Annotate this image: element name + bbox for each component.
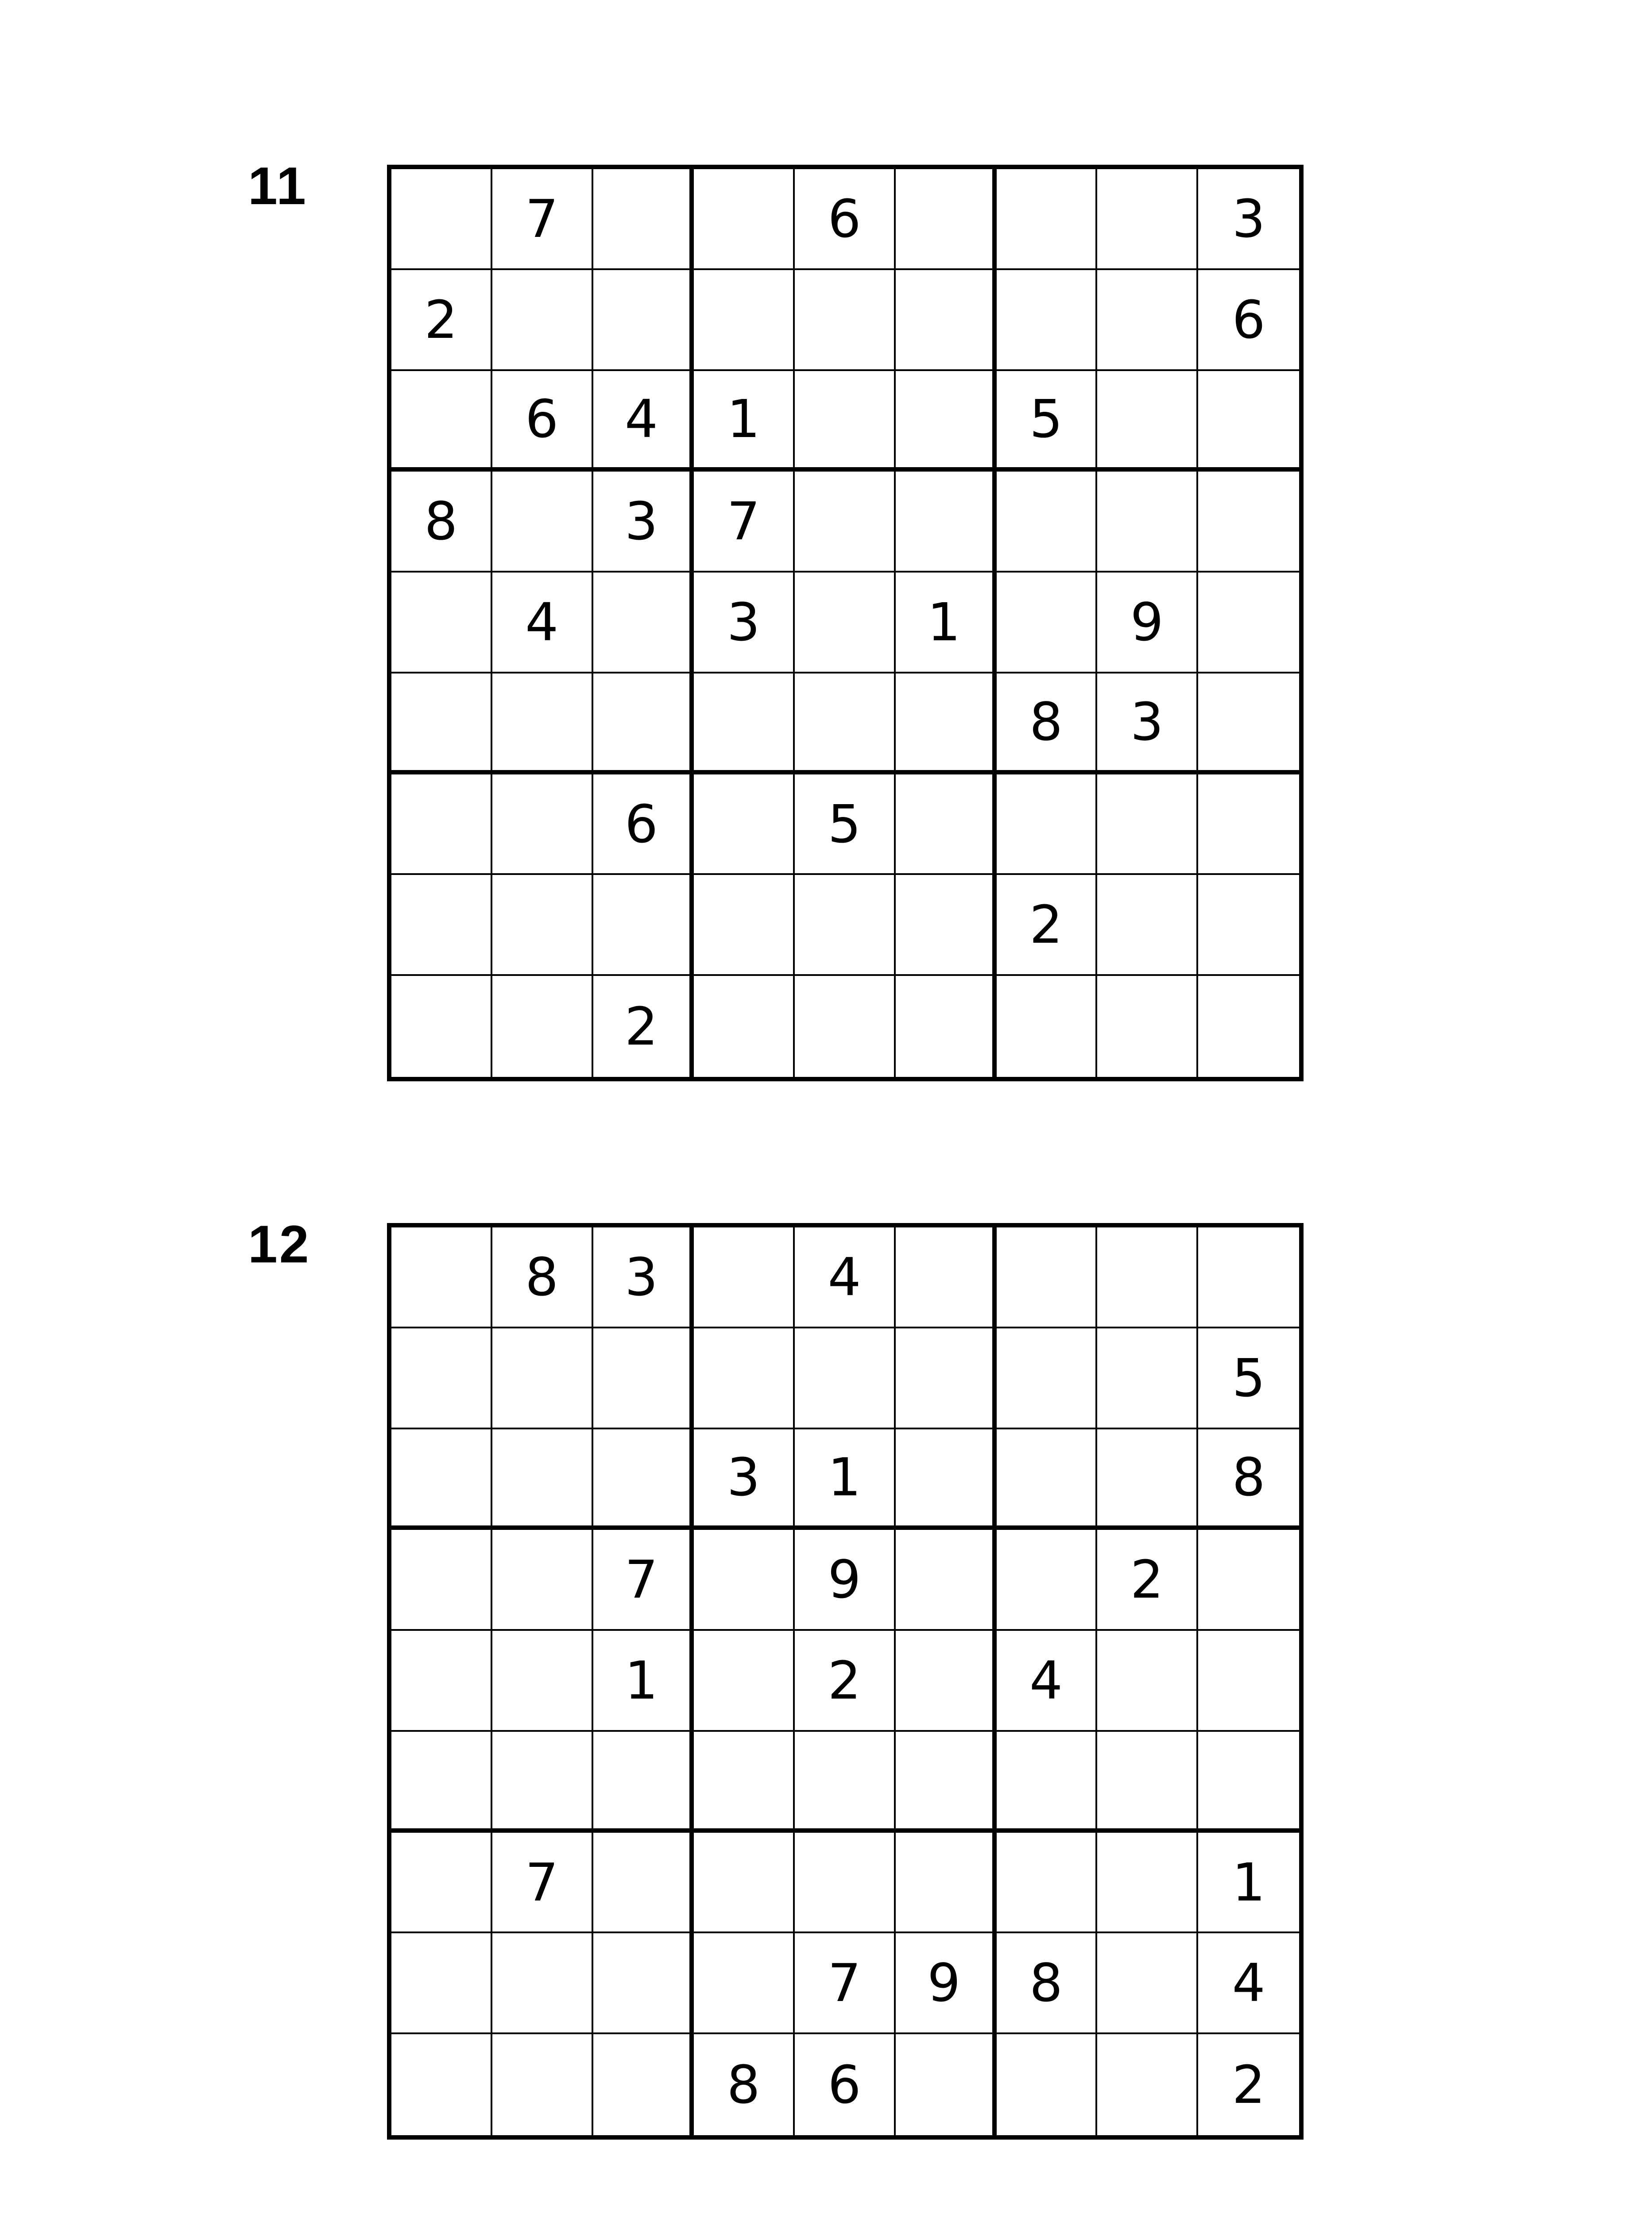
sudoku-cell[interactable] [795,1732,896,1833]
sudoku-cell[interactable] [593,1933,694,2034]
sudoku-grid [387,1223,1304,2140]
sudoku-cell[interactable] [391,673,492,774]
sudoku-cell[interactable]: 3 [1097,673,1198,774]
sudoku-cell[interactable] [593,169,694,270]
sudoku-cell[interactable]: 9 [795,1530,896,1631]
sudoku-cell[interactable] [1198,1732,1299,1833]
sudoku-cell[interactable] [593,875,694,976]
sudoku-cell[interactable] [997,1530,1098,1631]
sudoku-cell[interactable]: 5 [1198,1328,1299,1429]
sudoku-cell[interactable]: 6 [795,2034,896,2135]
sudoku-cell[interactable]: 4 [795,1227,896,1328]
sudoku-cell[interactable] [492,1429,593,1530]
sudoku-cell[interactable] [896,1429,997,1530]
sudoku-cell[interactable] [1097,1631,1198,1732]
sudoku-cell[interactable] [896,1328,997,1429]
sudoku-cell[interactable] [896,875,997,976]
sudoku-cell[interactable] [896,1227,997,1328]
puzzle-number: 12 [248,1215,311,1274]
sudoku-cell[interactable] [1097,371,1198,472]
sudoku-cell[interactable] [1097,1933,1198,2034]
sudoku-cell[interactable] [391,573,492,673]
sudoku-cell[interactable] [896,1631,997,1732]
sudoku-cell[interactable]: 8 [997,1933,1098,2034]
sudoku-cell[interactable] [492,1530,593,1631]
sudoku-cell[interactable] [997,1833,1098,1934]
sudoku-cell[interactable] [593,573,694,673]
sudoku-grid [387,165,1304,1081]
sudoku-cell[interactable]: 2 [593,976,694,1077]
sudoku-cell[interactable]: 3 [593,472,694,573]
sudoku-cell[interactable] [593,1833,694,1934]
sudoku-cell[interactable]: 1 [694,371,795,472]
sudoku-cell[interactable]: 5 [795,774,896,875]
sudoku-cell[interactable] [1097,270,1198,371]
sudoku-cell[interactable]: 8 [694,2034,795,2135]
sudoku-cell[interactable]: 1 [1198,1833,1299,1934]
sudoku-cell[interactable] [694,270,795,371]
sudoku-cell[interactable] [492,270,593,371]
sudoku-cell[interactable] [1097,1732,1198,1833]
sudoku-cell[interactable]: 4 [1198,1933,1299,2034]
sudoku-cell[interactable]: 8 [492,1227,593,1328]
sudoku-cell[interactable] [1198,1631,1299,1732]
sudoku-cell[interactable] [694,875,795,976]
sudoku-cell[interactable] [997,1227,1098,1328]
sudoku-cell[interactable] [1097,169,1198,270]
sudoku-cell[interactable] [492,1933,593,2034]
sudoku-cell[interactable] [795,270,896,371]
sudoku-cell[interactable] [492,673,593,774]
sudoku-cell[interactable]: 2 [795,1631,896,1732]
sudoku-cell[interactable] [694,1631,795,1732]
sudoku-cell[interactable] [391,1732,492,1833]
sudoku-cell[interactable] [997,169,1098,270]
sudoku-cell[interactable] [694,1833,795,1934]
sudoku-cell[interactable] [896,371,997,472]
sudoku-cell[interactable]: 5 [997,371,1098,472]
sudoku-cell[interactable] [997,774,1098,875]
sudoku-cell[interactable]: 9 [896,1933,997,2034]
sudoku-cell[interactable] [492,875,593,976]
sudoku-cell[interactable] [391,1328,492,1429]
sudoku-cell[interactable]: 4 [593,371,694,472]
sudoku-cell[interactable]: 3 [593,1227,694,1328]
sudoku-cell[interactable]: 8 [1198,1429,1299,1530]
sudoku-cell[interactable] [593,1429,694,1530]
sudoku-cell[interactable] [795,371,896,472]
sudoku-cell[interactable] [1198,774,1299,875]
sudoku-cell[interactable]: 9 [1097,573,1198,673]
sudoku-cell[interactable] [391,1631,492,1732]
sudoku-cell[interactable] [492,472,593,573]
sudoku-cell[interactable] [1097,472,1198,573]
sudoku-cell[interactable]: 6 [492,371,593,472]
sudoku-cell[interactable] [795,875,896,976]
sudoku-cell[interactable] [1097,2034,1198,2135]
sudoku-cell[interactable] [997,270,1098,371]
sudoku-cell[interactable] [492,1328,593,1429]
sudoku-cell[interactable] [694,1933,795,2034]
sudoku-cell[interactable] [896,1833,997,1934]
sudoku-cell[interactable] [795,573,896,673]
sudoku-cell[interactable] [1198,875,1299,976]
sudoku-cell[interactable]: 2 [1198,2034,1299,2135]
sudoku-cell[interactable] [694,1227,795,1328]
sudoku-cell[interactable] [896,472,997,573]
sudoku-cell[interactable] [1198,673,1299,774]
sudoku-cell[interactable]: 6 [593,774,694,875]
sudoku-cell[interactable]: 6 [795,169,896,270]
sudoku-cell[interactable] [492,1732,593,1833]
sudoku-cell[interactable]: 7 [492,1833,593,1934]
sudoku-cell[interactable] [1097,875,1198,976]
sudoku-cell[interactable] [391,1833,492,1934]
sudoku-cell[interactable]: 7 [795,1933,896,2034]
sudoku-cell[interactable] [391,371,492,472]
sudoku-cell[interactable] [492,2034,593,2135]
sudoku-cell[interactable] [1097,1328,1198,1429]
sudoku-cell[interactable] [896,774,997,875]
sudoku-cell[interactable] [795,673,896,774]
sudoku-cell[interactable]: 2 [391,270,492,371]
sudoku-cell[interactable] [896,169,997,270]
sudoku-cell[interactable] [391,774,492,875]
sudoku-cell[interactable] [997,1732,1098,1833]
sudoku-cell[interactable] [391,2034,492,2135]
sudoku-cell[interactable] [694,1328,795,1429]
sudoku-cell[interactable]: 4 [492,573,593,673]
sudoku-cell[interactable]: 3 [694,573,795,673]
sudoku-cell[interactable]: 2 [997,875,1098,976]
sudoku-cell[interactable] [593,673,694,774]
sudoku-cell[interactable] [997,1328,1098,1429]
sudoku-cell[interactable] [896,673,997,774]
sudoku-cell[interactable] [694,673,795,774]
sudoku-cell[interactable] [896,2034,997,2135]
sudoku-cell[interactable] [1198,1530,1299,1631]
sudoku-cell[interactable] [391,1429,492,1530]
sudoku-cell[interactable]: 4 [997,1631,1098,1732]
sudoku-cell[interactable] [896,270,997,371]
sudoku-cell[interactable]: 8 [997,673,1098,774]
sudoku-cell[interactable] [1097,1227,1198,1328]
sudoku-cell[interactable] [694,169,795,270]
sudoku-cell[interactable] [694,774,795,875]
sudoku-cell[interactable] [795,1833,896,1934]
sudoku-cell[interactable]: 8 [391,472,492,573]
sudoku-cell[interactable] [391,1227,492,1328]
sudoku-cell[interactable] [1097,774,1198,875]
sudoku-cell[interactable] [997,472,1098,573]
sudoku-puzzle-11 [0,0,1652,1057]
sudoku-cell[interactable]: 7 [694,472,795,573]
sudoku-cell[interactable] [593,1732,694,1833]
sudoku-cell[interactable] [997,2034,1098,2135]
sudoku-cell[interactable] [896,1732,997,1833]
sudoku-cell[interactable]: 3 [694,1429,795,1530]
sudoku-cell[interactable]: 1 [593,1631,694,1732]
sudoku-cell[interactable]: 3 [1198,169,1299,270]
sudoku-puzzle-12 [0,1058,1652,2116]
sudoku-cell[interactable] [997,1429,1098,1530]
sudoku-cell[interactable] [1198,1227,1299,1328]
sudoku-cell[interactable] [593,2034,694,2135]
sudoku-cell[interactable] [1097,1833,1198,1934]
sudoku-cell[interactable] [1198,472,1299,573]
sudoku-cell[interactable]: 7 [593,1530,694,1631]
sudoku-cell[interactable]: 2 [1097,1530,1198,1631]
sudoku-cell[interactable] [1198,573,1299,673]
sudoku-cell[interactable] [694,1732,795,1833]
sudoku-cell[interactable] [997,573,1098,673]
sudoku-cell[interactable] [391,875,492,976]
sudoku-cell[interactable] [593,1328,694,1429]
sudoku-cell[interactable] [1198,371,1299,472]
sudoku-cell[interactable] [896,1530,997,1631]
sudoku-cell[interactable] [492,1631,593,1732]
sudoku-cell[interactable]: 1 [896,573,997,673]
sudoku-cell[interactable] [795,1328,896,1429]
sudoku-cell[interactable] [391,169,492,270]
sudoku-cell[interactable] [391,1933,492,2034]
sudoku-cell[interactable] [492,774,593,875]
sudoku-cell[interactable] [795,472,896,573]
sudoku-cell[interactable] [1097,1429,1198,1530]
sudoku-cell[interactable]: 7 [492,169,593,270]
sudoku-cell[interactable] [694,1530,795,1631]
puzzle-number: 11 [248,156,308,216]
sudoku-cell[interactable] [391,1530,492,1631]
sudoku-cell[interactable] [593,270,694,371]
sudoku-cell[interactable]: 1 [795,1429,896,1530]
sudoku-cell[interactable]: 6 [1198,270,1299,371]
